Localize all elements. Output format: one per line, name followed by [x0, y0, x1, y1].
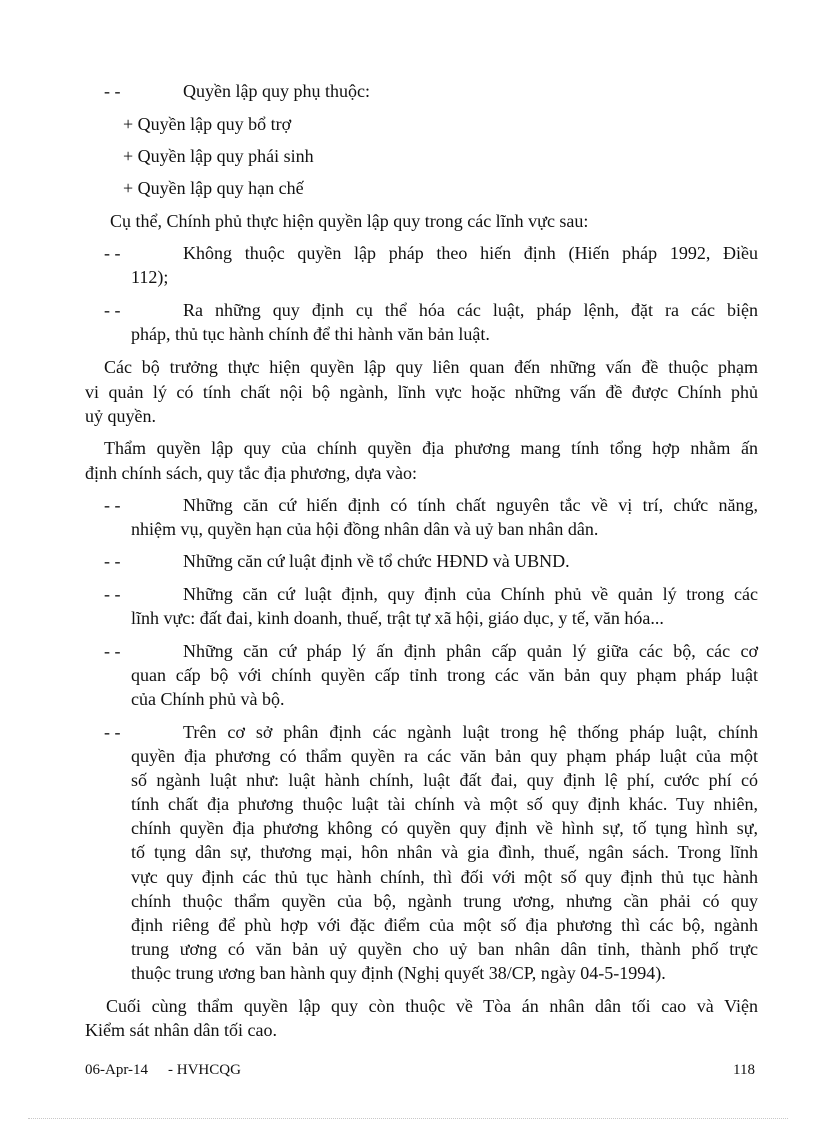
- bullet-tren-co-so-line-8: chính thuộc thẩm quyền của bộ, ngành trung ương, nhưng cần phải có quy: [131, 891, 758, 911]
- sub-item-han-che: [123, 177, 304, 199]
- bullet-tren-co-so-line-11: thuộc trung ương ban hành quy định (Nghị quyết 38/CP, ngày 04-5-1994).: [131, 963, 666, 983]
- bullet-khong-thuoc-line-1: Không thuộc quyền lập pháp theo hiến định (Hiến pháp 1992, Điều: [183, 243, 758, 263]
- bullet-marker: - -: [104, 551, 121, 571]
- bullet-to-chuc-hdnd: Những căn cứ luật định về tổ chức HĐND và UBND.: [183, 551, 570, 571]
- paragraph-cu-the: Cụ thể, Chính phủ thực hiện quyền lập quy trong các lĩnh vực sau:: [110, 211, 589, 231]
- bullet-tren-co-so-line-2: quyền địa phương có thẩm quyền ra các văn bản quy phạm pháp luật của một: [131, 746, 758, 766]
- bullet-marker: - -: [104, 495, 121, 515]
- paragraph-bo-truong-line-1: Các bộ trưởng thực hiện quyền lập quy liên quan đến những vấn đề thuộc phạm: [104, 357, 758, 377]
- sub-marker: +: [123, 114, 134, 134]
- sub-item-text: Quyền lập quy bổ trợ: [137, 114, 292, 134]
- bullet-tren-co-so-line-1: Trên cơ sở phân định các ngành luật trong hệ thống pháp luật, chính: [183, 722, 758, 742]
- sub-item-phai-sinh: [123, 145, 314, 167]
- bullet-marker: - -: [104, 243, 121, 263]
- paragraph-bo-truong-line-2: vi quản lý có tính chất nội bộ ngành, lĩnh vực hoặc những vấn đề được Chính phủ: [85, 382, 758, 402]
- sub-marker: +: [123, 178, 134, 198]
- bullet-tren-co-so-line-6: tố tụng dân sự, thương mại, hôn nhân và gia đình, thuế, ngân sách. Trong lĩnh: [131, 842, 758, 862]
- bullet-luat-dinh-line-1: Những căn cứ luật định, quy định của Chính phủ về quản lý trong các: [183, 584, 758, 604]
- paragraph-cuoi-cung-line-1: Cuối cùng thẩm quyền lập quy còn thuộc về Tòa án nhân dân tối cao và Viện: [106, 996, 758, 1016]
- bullet-phap-ly-line-1: Những căn cứ pháp lý ấn định phân cấp quản lý giữa các bộ, các cơ: [183, 641, 758, 661]
- sub-item-text: Quyền lập quy hạn chế: [137, 178, 304, 198]
- sub-item-text: Quyền lập quy phái sinh: [137, 146, 314, 166]
- bullet-ra-nhung-quy-dinh-line-2: pháp, thủ tục hành chính để thi hành văn bản luật.: [131, 324, 490, 344]
- bullet-tren-co-so-line-9: định riêng để phù hợp với đặc điểm của một số địa phương thì các bộ, ngành: [131, 915, 758, 935]
- bullet-marker: - -: [104, 722, 121, 742]
- bullet-khong-thuoc-line-2: 112);: [131, 267, 169, 287]
- bullet-tren-co-so-line-10: trung ương có văn bản uỷ quyền cho uỷ ban nhân dân tỉnh, thành phố trực: [131, 939, 758, 959]
- paragraph-bo-truong-line-3: uỷ quyền.: [85, 406, 156, 426]
- bullet-marker: - -: [104, 300, 121, 320]
- bullet-marker: - -: [104, 584, 121, 604]
- sub-item-bo-tro: [123, 113, 291, 135]
- bullet-luat-dinh-line-2: lĩnh vực: đất đai, kinh doanh, thuế, trật tự xã hội, giáo dục, y tế, văn hóa...: [131, 608, 664, 628]
- footer-page-number: 118: [733, 1062, 755, 1078]
- bullet-tren-co-so-line-3: số ngành luật như: luật hành chính, luật đất đai, quy định lệ phí, cước phí có: [131, 770, 758, 790]
- paragraph-tham-quyen-line-2: định chính sách, quy tắc địa phương, dựa vào:: [85, 463, 417, 483]
- bullet-tren-co-so-line-7: vực quy định các thủ tục hành chính, thì đối với một số quy định thủ tục hành: [131, 867, 758, 887]
- footer-date: 06-Apr-14: [85, 1062, 149, 1078]
- bullet-marker: - -: [104, 81, 121, 101]
- bullet-quyen-lap-quy-phu-thuoc: Quyền lập quy phụ thuộc:: [183, 81, 370, 101]
- paragraph-tham-quyen-line-1: Thẩm quyền lập quy của chính quyền địa phương mang tính tổng hợp nhằm ấn: [104, 438, 758, 458]
- bullet-tren-co-so-line-4: tính chất địa phương thuộc luật tài chính và một số quy định khác. Tuy nhiên,: [131, 794, 758, 814]
- bullet-phap-ly-line-3: của Chính phủ và bộ.: [131, 689, 285, 709]
- paragraph-cuoi-cung-line-2: Kiểm sát nhân dân tối cao.: [85, 1020, 277, 1040]
- bullet-hien-dinh-line-1: Những căn cứ hiến định có tính chất nguyên tắc về vị trí, chức năng,: [183, 495, 758, 515]
- page-bottom-rule: [28, 1118, 788, 1119]
- bullet-ra-nhung-quy-dinh-line-1: Ra những quy định cụ thể hóa các luật, pháp lệnh, đặt ra các biện: [183, 300, 758, 320]
- footer-source: - HVHCQG: [168, 1062, 241, 1078]
- bullet-marker: - -: [104, 641, 121, 661]
- sub-marker: +: [123, 146, 134, 166]
- bullet-hien-dinh-line-2: nhiệm vụ, quyền hạn của hội đồng nhân dân và uỷ ban nhân dân.: [131, 519, 599, 539]
- bullet-tren-co-so-line-5: chính quyền địa phương không có quyền quy định về hình sự, tố tụng hình sự,: [131, 818, 758, 838]
- bullet-phap-ly-line-2: quan cấp bộ với chính quyền cấp tỉnh trong các văn bản quy phạm pháp luật: [131, 665, 758, 685]
